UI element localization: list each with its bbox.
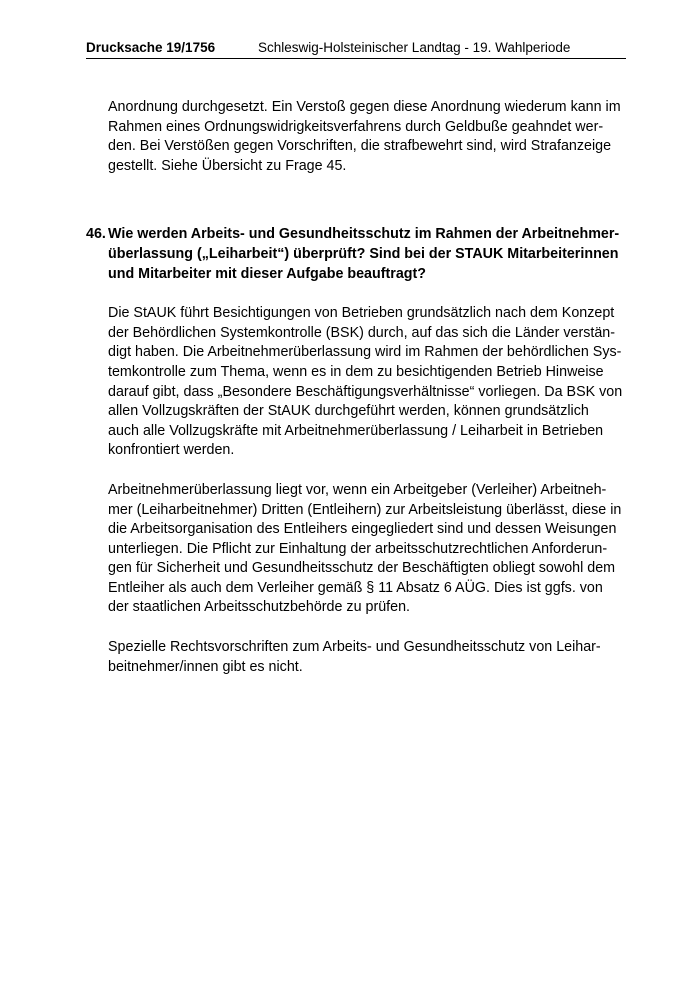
text-line: mer (Leiharbeitnehmer) Dritten (Entleihern) zur Arbeitsleistung überlässt, diese in xyxy=(108,501,622,518)
answer-paragraph-2 xyxy=(108,481,626,618)
text-line: beitnehmer/innen gibt es nicht. xyxy=(108,658,303,675)
text-line: den. Bei Verstößen gegen Vorschriften, die strafbewehrt sind, wird Strafanzeige xyxy=(108,138,612,155)
text-line: und Mitarbeiter mit dieser Aufgabe beauftragt? xyxy=(108,265,427,282)
text-line: der staatlichen Arbeitsschutzbehörde zu prüfen. xyxy=(108,599,411,616)
answer-paragraph-1 xyxy=(108,304,626,461)
text-line: Spezielle Rechtsvorschriften zum Arbeits- und Gesundheitsschutz von Leihar- xyxy=(108,639,601,656)
text-line: unterliegen. Die Pflicht zur Einhaltung der arbeitsschutzrechtlichen Anforderun- xyxy=(108,540,608,557)
text-line: digt haben. Die Arbeitnehmerüberlassung wird im Rahmen der behördlichen Sys- xyxy=(108,344,622,361)
question-text xyxy=(108,225,626,284)
question-46 xyxy=(86,225,626,284)
text-line: der Behördlichen Systemkontrolle (BSK) durch, auf das sich die Länder verstän- xyxy=(108,324,616,341)
text-line: die Arbeitsorganisation des Entleihers eingegliedert sind und dessen Weisungen xyxy=(108,521,617,538)
document-number: Drucksache 19/1756 xyxy=(86,40,216,55)
page-header xyxy=(86,38,626,59)
intro-paragraph xyxy=(108,98,626,176)
text-line: überlassung („Leiharbeit“) überprüft? Sind bei der STAUK Mitarbeiterinnen xyxy=(108,245,619,262)
text-line: Die StAUK führt Besichtigungen von Betrieben grundsätzlich nach dem Konzept xyxy=(108,305,615,322)
text-line: Wie werden Arbeits- und Gesundheitsschutz im Rahmen der Arbeitnehmer- xyxy=(108,226,620,243)
parliament-title: Schleswig-Holsteinischer Landtag - 19. Wahlperiode xyxy=(258,40,571,55)
text-line: Entleiher als auch dem Verleiher gemäß § 11 Absatz 6 AÜG. Dies ist ggfs. von xyxy=(108,579,603,596)
text-line: allen Vollzugskräften der StAUK durchgeführt werden, können grundsätzlich xyxy=(108,403,589,420)
text-line: darauf gibt, dass „Besondere Beschäftigungsverhältnisse“ vorliegen. Da BSK von xyxy=(108,383,623,400)
text-line: temkontrolle zum Thema, wenn es in dem zu besichtigenden Betrieb Hinweise xyxy=(108,363,604,380)
text-line: Arbeitnehmerüberlassung liegt vor, wenn ein Arbeitgeber (Verleiher) Arbeitneh- xyxy=(108,481,607,498)
document-body xyxy=(86,98,626,677)
text-line: gen für Sicherheit und Gesundheitsschutz der Beschäftigten obliegt sowohl dem xyxy=(108,560,616,577)
answer-paragraph-3 xyxy=(108,638,626,677)
text-line: konfrontiert werden. xyxy=(108,442,235,459)
text-line: Rahmen eines Ordnungswidrigkeitsverfahrens durch Geldbuße geahndet wer- xyxy=(108,118,604,135)
question-number: 46. xyxy=(86,226,106,243)
text-line: gestellt. Siehe Übersicht zu Frage 45. xyxy=(108,157,347,174)
text-line: auch alle Vollzugskräfte mit Arbeitnehmerüberlassung / Leiharbeit in Betrieben xyxy=(108,422,604,439)
text-line: Anordnung durchgesetzt. Ein Verstoß gegen diese Anordnung wiederum kann im xyxy=(108,99,621,115)
